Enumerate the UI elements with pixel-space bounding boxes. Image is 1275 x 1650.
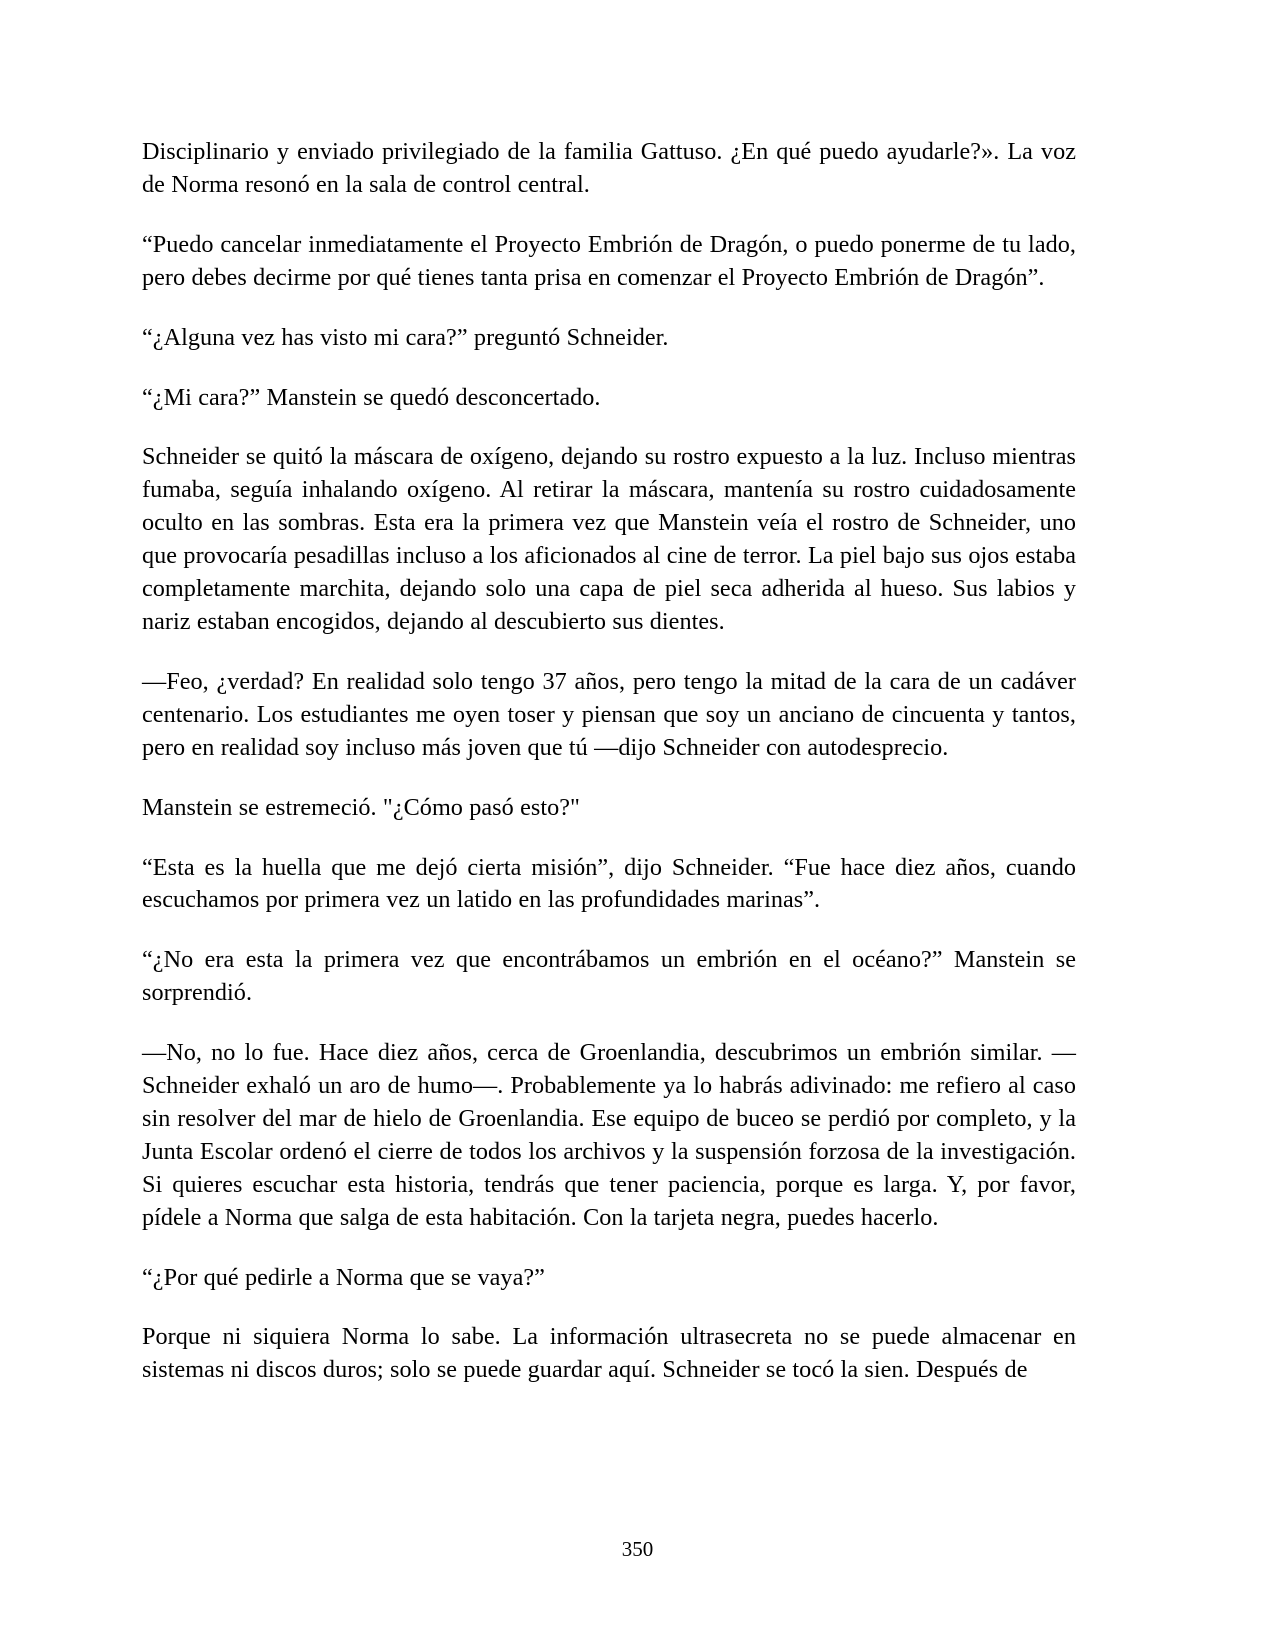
paragraph: Manstein se estremeció. "¿Cómo pasó esto?" [142,793,580,821]
paragraph: “¿Mi cara?” Manstein se quedó desconcertado. [142,383,601,411]
page-body-text [142,136,1076,1387]
paragraph: Disciplinario y enviado privilegiado de la familia Gattuso. ¿En qué puedo ayudarle?». La voz de Norma resonó en la sala de control central. [142,138,1076,198]
paragraph: “Puedo cancelar inmediatamente el Proyecto Embrión de Dragón, o puedo ponerme de tu lado, pero debes decirme por qué tienes tanta prisa en comenzar el Proyecto Embrión de Dragón”. [142,230,1076,291]
paragraph: —Feo, ¿verdad? En realidad solo tengo 37 años, pero tengo la mitad de la cara de un cadáver centenario. Los estudiantes me oyen toser y piensan que soy un anciano de cincuenta y tantos, pero en realidad soy incluso más joven que tú —dijo Schneider con autodesprecio. [142,667,1076,761]
paragraph: Schneider se quitó la máscara de oxígeno, dejando su rostro expuesto a la luz. Incluso mientras fumaba, seguía inhalando oxígeno. Al retirar la máscara, mantenía su rostro cuidadosamente oculto en las sombras. Esta era la primera vez que Manstein veía el rostro de Schneider, uno que provocaría pesadillas incluso a los aficionados al cine de terror. La piel bajo sus ojos estaba completamente marchita, dejando solo una capa de piel seca adherida al hueso. Sus labios y nariz estaban encogidos, dejando al descubierto sus dientes. [142,443,1076,635]
paragraph: —No, no lo fue. Hace diez años, cerca de Groenlandia, descubrimos un embrión similar. —Schneider exhaló un aro de humo—. Probablemente ya lo habrás adivinado: me refiero al caso sin resolver del mar de hielo de Groenlandia. Ese equipo de buceo se perdió por completo, y la Junta Escolar ordenó el cierre de todos los archivos y la suspensión forzosa de la investigación. Si quieres escuchar esta historia, tendrás que tener paciencia, porque es larga. Y, por favor, pídele a Norma que salga de esta habitación. Con la tarjeta negra, puedes hacerlo. [142,1039,1076,1231]
page-number: 350 [621,1537,654,1561]
paragraph: “¿Por qué pedirle a Norma que se vaya?” [142,1263,545,1291]
paragraph: Porque ni siquiera Norma lo sabe. La información ultrasecreta no se puede almacenar en sistemas ni discos duros; solo se puede guardar aquí. Schneider se tocó la sien. Después de [142,1323,1076,1384]
paragraph: “Esta es la huella que me dejó cierta misión”, dijo Schneider. “Fue hace diez años, cuando escuchamos por primera vez un latido en las profundidades marinas”. [142,853,1076,914]
paragraph: “¿Alguna vez has visto mi cara?” preguntó Schneider. [142,323,669,351]
paragraph: “¿No era esta la primera vez que encontrábamos un embrión en el océano?” Manstein se sorprendió. [142,946,1076,1007]
